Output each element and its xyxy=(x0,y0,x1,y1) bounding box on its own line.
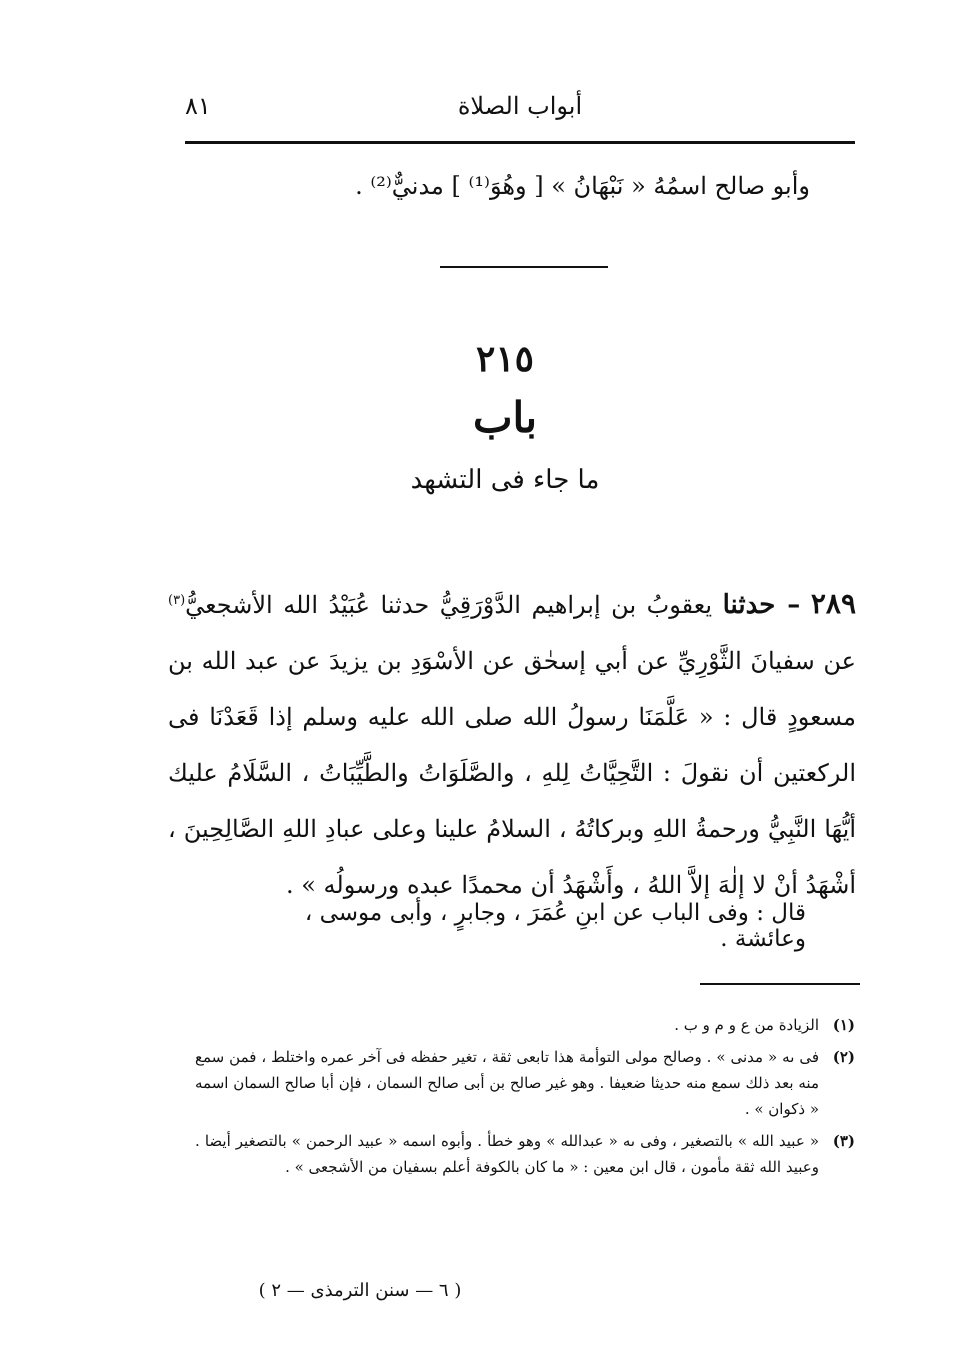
footnote-ref: (٣) xyxy=(168,593,186,608)
header-rule xyxy=(185,141,855,144)
footnote-mark: (١) xyxy=(832,1016,855,1034)
hadith-intro: – حدثنا xyxy=(722,590,801,620)
hadith-text-1: يعقوبُ بن إبراهيم الدَّوْرَقِيُّ حدثنا عُبَيْدُ الله الأشجعيُّ xyxy=(185,591,713,619)
chapter-number: ٢١٥ xyxy=(475,338,534,380)
chapter-title: ما جاء فى التشهد xyxy=(410,465,600,495)
hadith-paragraph xyxy=(168,573,856,913)
hadith-number: ٢٨٩ xyxy=(810,587,856,620)
footnote-mark: (٣) xyxy=(832,1132,855,1150)
running-title: أبواب الصلاة xyxy=(457,92,583,120)
section-divider xyxy=(440,266,608,268)
footnote xyxy=(195,1044,855,1122)
chapter-remark: قال : وفى الباب عن ابنِ عُمَرَ ، وجابرٍ ، وأبى موسى ، وعائشة . xyxy=(304,900,806,952)
hadith-text-2: عن سفيانَ الثَّوْرِيِّ عن أبي إسحٰق عن الأسْوَدِ بن يزيدَ عن عبد الله بن مسعودٍ قال : « عَلَّمَنَا رسولُ الله صلى الله عليه وسلم إذا قَعَدْنَا فى الركعتين أن نقولَ : التَّحِيَّاتُ لِلهِ ، والصَّلَوَاتُ والطَّيِّبَاتُ ، السَّلَامُ عليك أيُّهَا النَّبِيُّ ورحمةُ اللهِ وبركاتُهُ ، السلامُ علينا وعلى عبادِ اللهِ الصَّالِحِينَ ، أشْهَدُ أنْ لا إلٰهَ إلاَّ اللهُ ، وأَشْهَدُ أن محمدًا عبده ورسولُه » . xyxy=(168,647,856,899)
page-header xyxy=(185,92,855,132)
footnotes xyxy=(195,1012,855,1186)
page-number: ٨١ xyxy=(185,92,211,120)
carry-over-line: وأبو صالح اسمُهُ « نَبْهَانُ » [ وهُوَ⁽¹⁾ ] مدنيٌّ⁽²⁾ . xyxy=(355,172,810,200)
footnote xyxy=(195,1012,855,1038)
chapter-label: باب xyxy=(472,393,538,442)
footnote-text: الزيادة من ع و م و ب . xyxy=(674,1016,819,1034)
footnote-text: « عبيد الله » بالتصغير ، وفى ٮه « عبدالله » وهو خطأ . وأبوه اسمه « عبيد الرحمن » بالتصغير أيضا . وعبيد الله ثقة مأمون ، قال ابن معين : « ما كان بالكوفة أعلم بسفيان من الأشجعى » . xyxy=(195,1132,819,1176)
printer-signature: ( ٦ — سنن الترمذى — ٢ ) xyxy=(258,1280,462,1301)
footnote xyxy=(195,1128,855,1180)
footnote-text: فى ٮه « مدنى » . وصالح مولى التوأمة هذا تابعى ثقة ، تغير حفظه فى آخر عمره واختلط ، فمن سمع منه بعد ذلك سمع منه حديثا ضعيفا . وهو غير صالح بن أبى صالح السمان ، فإن أبا صالح السمان اسمه « ذكوان » . xyxy=(195,1048,819,1118)
footnote-rule xyxy=(700,983,860,985)
footnote-mark: (٢) xyxy=(832,1048,855,1066)
